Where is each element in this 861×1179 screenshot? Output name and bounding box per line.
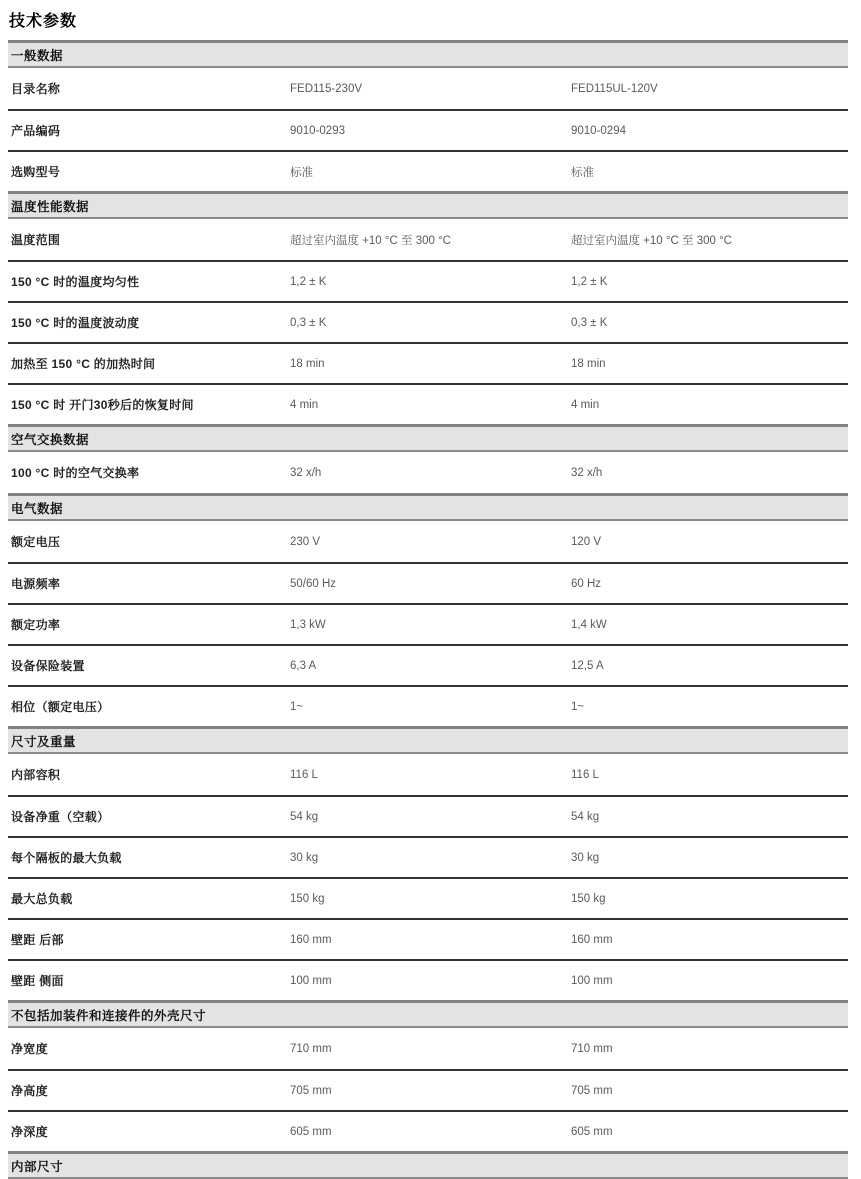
- table-row: [8, 959, 848, 1000]
- row-value-col1: 超过室内温度 +10 °C 至 300 °C: [290, 234, 451, 247]
- section-header: 内部尺寸: [8, 1151, 848, 1179]
- row-value-col1: 标准: [290, 166, 313, 179]
- row-label: 净深度: [11, 1125, 48, 1139]
- table-row: [8, 644, 848, 685]
- section-header: 电气数据: [8, 493, 848, 521]
- row-value-col1: 150 kg: [290, 892, 325, 905]
- row-label: 150 °C 时 开门30秒后的恢复时间: [11, 398, 194, 412]
- row-label: 选购型号: [11, 165, 61, 179]
- row-label: 温度范围: [11, 233, 61, 247]
- row-label: 额定功率: [11, 618, 61, 632]
- table-row: [8, 1028, 848, 1069]
- section-header: 温度性能数据: [8, 191, 848, 219]
- row-value-col2: 32 x/h: [571, 466, 603, 479]
- table-row: [8, 877, 848, 918]
- row-value-col1: 54 kg: [290, 810, 319, 823]
- row-value-col2: 54 kg: [571, 810, 600, 823]
- row-value-col1: 230 V: [290, 535, 321, 548]
- row-label: 电源频率: [11, 577, 61, 591]
- row-value-col1: 9010-0293: [290, 124, 345, 137]
- table-row: [8, 685, 848, 726]
- row-label: 150 °C 时的温度均匀性: [11, 275, 140, 289]
- row-value-col1: 1,3 kW: [290, 618, 326, 631]
- table-row: [8, 260, 848, 301]
- row-value-col1: 0,3 ± K: [290, 316, 327, 329]
- row-value-col2: 710 mm: [571, 1042, 613, 1055]
- table-row: [8, 795, 848, 836]
- row-value-col1: 710 mm: [290, 1042, 332, 1055]
- row-label: 相位（额定电压）: [11, 700, 110, 714]
- row-label: 净宽度: [11, 1042, 48, 1056]
- table-row: [8, 109, 848, 150]
- row-value-col1: 605 mm: [290, 1125, 332, 1138]
- row-value-col2: 100 mm: [571, 974, 613, 987]
- row-value-col1: 100 mm: [290, 974, 332, 987]
- row-value-col2: 0,3 ± K: [571, 316, 608, 329]
- row-value-col2: 标准: [571, 166, 594, 179]
- row-value-col2: 1,2 ± K: [571, 275, 608, 288]
- row-value-col1: 18 min: [290, 357, 325, 370]
- row-value-col1: 705 mm: [290, 1084, 332, 1097]
- row-value-col1: 6,3 A: [290, 659, 317, 672]
- spec-table: [8, 40, 848, 1179]
- table-row: [8, 68, 848, 109]
- row-value-col2: 160 mm: [571, 933, 613, 946]
- row-value-col2: 605 mm: [571, 1125, 613, 1138]
- row-value-col1: 1,2 ± K: [290, 275, 327, 288]
- section-header: 尺寸及重量: [8, 726, 848, 754]
- table-row: [8, 918, 848, 959]
- page-title: 技术参数: [9, 13, 78, 30]
- table-row: [8, 452, 848, 493]
- row-value-col1: 4 min: [290, 398, 319, 411]
- row-value-col1: 1~: [290, 700, 304, 713]
- row-label: 加热至 150 °C 的加热时间: [11, 357, 156, 371]
- row-value-col2: 1,4 kW: [571, 618, 607, 631]
- table-row: [8, 342, 848, 383]
- row-value-col2: FED115UL-120V: [571, 82, 658, 95]
- row-value-col2: 60 Hz: [571, 577, 602, 590]
- section-header: 空气交换数据: [8, 424, 848, 452]
- row-value-col1: 32 x/h: [290, 466, 322, 479]
- row-value-col1: 50/60 Hz: [290, 577, 337, 590]
- row-label: 壁距 后部: [11, 933, 64, 947]
- row-value-col2: 30 kg: [571, 851, 600, 864]
- row-label: 100 °C 时的空气交换率: [11, 466, 140, 480]
- row-value-col1: FED115-230V: [290, 82, 363, 95]
- row-value-col1: 30 kg: [290, 851, 319, 864]
- row-value-col2: 9010-0294: [571, 124, 626, 137]
- row-value-col2: 116 L: [571, 768, 599, 781]
- row-label: 设备净重（空载）: [11, 810, 110, 824]
- row-value-col2: 150 kg: [571, 892, 606, 905]
- table-row: [8, 219, 848, 260]
- table-row: [8, 603, 848, 644]
- table-row: [8, 521, 848, 562]
- row-label: 每个隔板的最大负载: [11, 851, 122, 865]
- table-row: [8, 301, 848, 342]
- table-row: [8, 1069, 848, 1110]
- row-label: 内部容积: [11, 768, 61, 782]
- row-value-col2: 4 min: [571, 398, 600, 411]
- row-value-col2: 705 mm: [571, 1084, 613, 1097]
- row-label: 设备保险装置: [11, 659, 85, 673]
- section-header: 一般数据: [8, 40, 848, 68]
- row-label: 最大总负载: [11, 892, 73, 906]
- row-label: 净高度: [11, 1084, 48, 1098]
- table-row: [8, 836, 848, 877]
- row-value-col1: 160 mm: [290, 933, 332, 946]
- row-label: 目录名称: [11, 82, 61, 96]
- table-row: [8, 383, 848, 424]
- row-value-col2: 超过室内温度 +10 °C 至 300 °C: [571, 234, 732, 247]
- row-label: 产品编码: [11, 124, 61, 138]
- row-label: 壁距 侧面: [11, 974, 64, 988]
- row-value-col2: 120 V: [571, 535, 602, 548]
- table-row: [8, 1110, 848, 1151]
- table-row: [8, 754, 848, 795]
- row-value-col2: 18 min: [571, 357, 606, 370]
- table-row: [8, 150, 848, 191]
- row-value-col1: 116 L: [290, 768, 318, 781]
- row-label: 额定电压: [11, 535, 61, 549]
- row-value-col2: 1~: [571, 700, 585, 713]
- section-header: 不包括加装件和连接件的外壳尺寸: [8, 1000, 848, 1028]
- table-row: [8, 562, 848, 603]
- row-label: 150 °C 时的温度波动度: [11, 316, 140, 330]
- row-value-col2: 12,5 A: [571, 659, 604, 672]
